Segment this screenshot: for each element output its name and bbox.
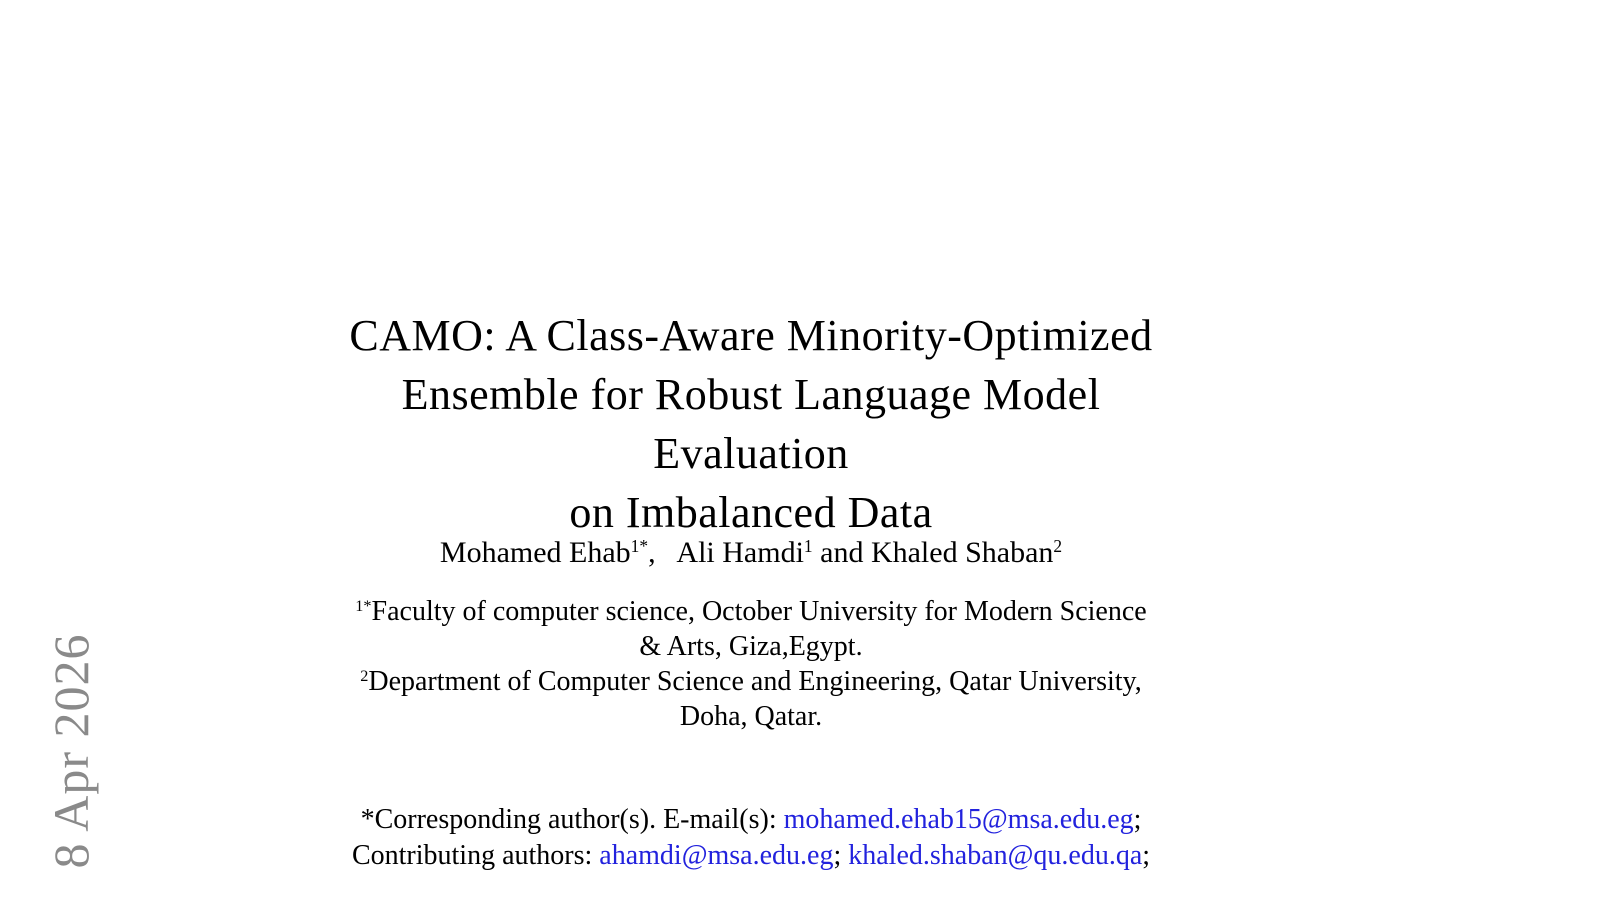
affiliation-2-text: Department of Computer Science and Engineering, Qatar University, — [368, 666, 1142, 697]
author-name-3: Khaled Shaban — [870, 536, 1054, 569]
contributing-separator: ; — [833, 839, 849, 871]
affiliation-2-line-1 — [303, 664, 1199, 699]
author-notes-block — [303, 802, 1199, 873]
corresponding-author-line — [303, 802, 1199, 838]
paper-title — [303, 306, 1199, 542]
affiliation-1-line-1 — [303, 594, 1199, 629]
paper-first-page — [303, 0, 1199, 899]
title-line-1: CAMO: A Class-Aware Minority-Optimized — [349, 311, 1153, 360]
author-sup-2: 1 — [803, 536, 813, 557]
affiliation-2-sup: 2 — [360, 667, 369, 686]
affiliation-1-line-2: & Arts, Giza,Egypt. — [639, 631, 863, 662]
arxiv-date-watermark: 8 Apr 2026 — [43, 633, 99, 869]
author-separator-2: and — [812, 536, 871, 569]
contributing-email-link-1[interactable]: ahamdi@msa.edu.eg — [599, 839, 834, 871]
affiliation-1-text: Faculty of computer science, October University for Modern Science — [371, 596, 1147, 627]
contributing-terminator: ; — [1142, 839, 1151, 871]
corresponding-author-label: *Corresponding author(s). E-mail(s): — [360, 804, 784, 835]
title-line-2: Ensemble for Robust Language Model Evaluation — [401, 370, 1101, 478]
author-name-2: Ali Hamdi — [676, 536, 804, 569]
affiliation-1-sup: 1* — [355, 597, 372, 616]
corresponding-email-link[interactable]: mohamed.ehab15@msa.edu.eg — [783, 804, 1134, 835]
affiliations-block — [303, 594, 1199, 734]
authors-line — [303, 534, 1199, 572]
contributing-email-link-2[interactable]: khaled.shaban@qu.edu.qa — [848, 839, 1143, 871]
corresponding-terminator: ; — [1133, 804, 1142, 835]
affiliation-2-line-2: Doha, Qatar. — [679, 701, 823, 732]
title-line-3: on Imbalanced Data — [569, 488, 933, 537]
author-sup-1: 1* — [630, 536, 649, 557]
author-name-1: Mohamed Ehab — [439, 536, 631, 569]
contributing-authors-label: Contributing authors: — [351, 839, 600, 871]
author-sup-3: 2 — [1053, 536, 1063, 557]
author-separator-1: , — [648, 536, 677, 569]
contributing-authors-line — [303, 838, 1199, 874]
